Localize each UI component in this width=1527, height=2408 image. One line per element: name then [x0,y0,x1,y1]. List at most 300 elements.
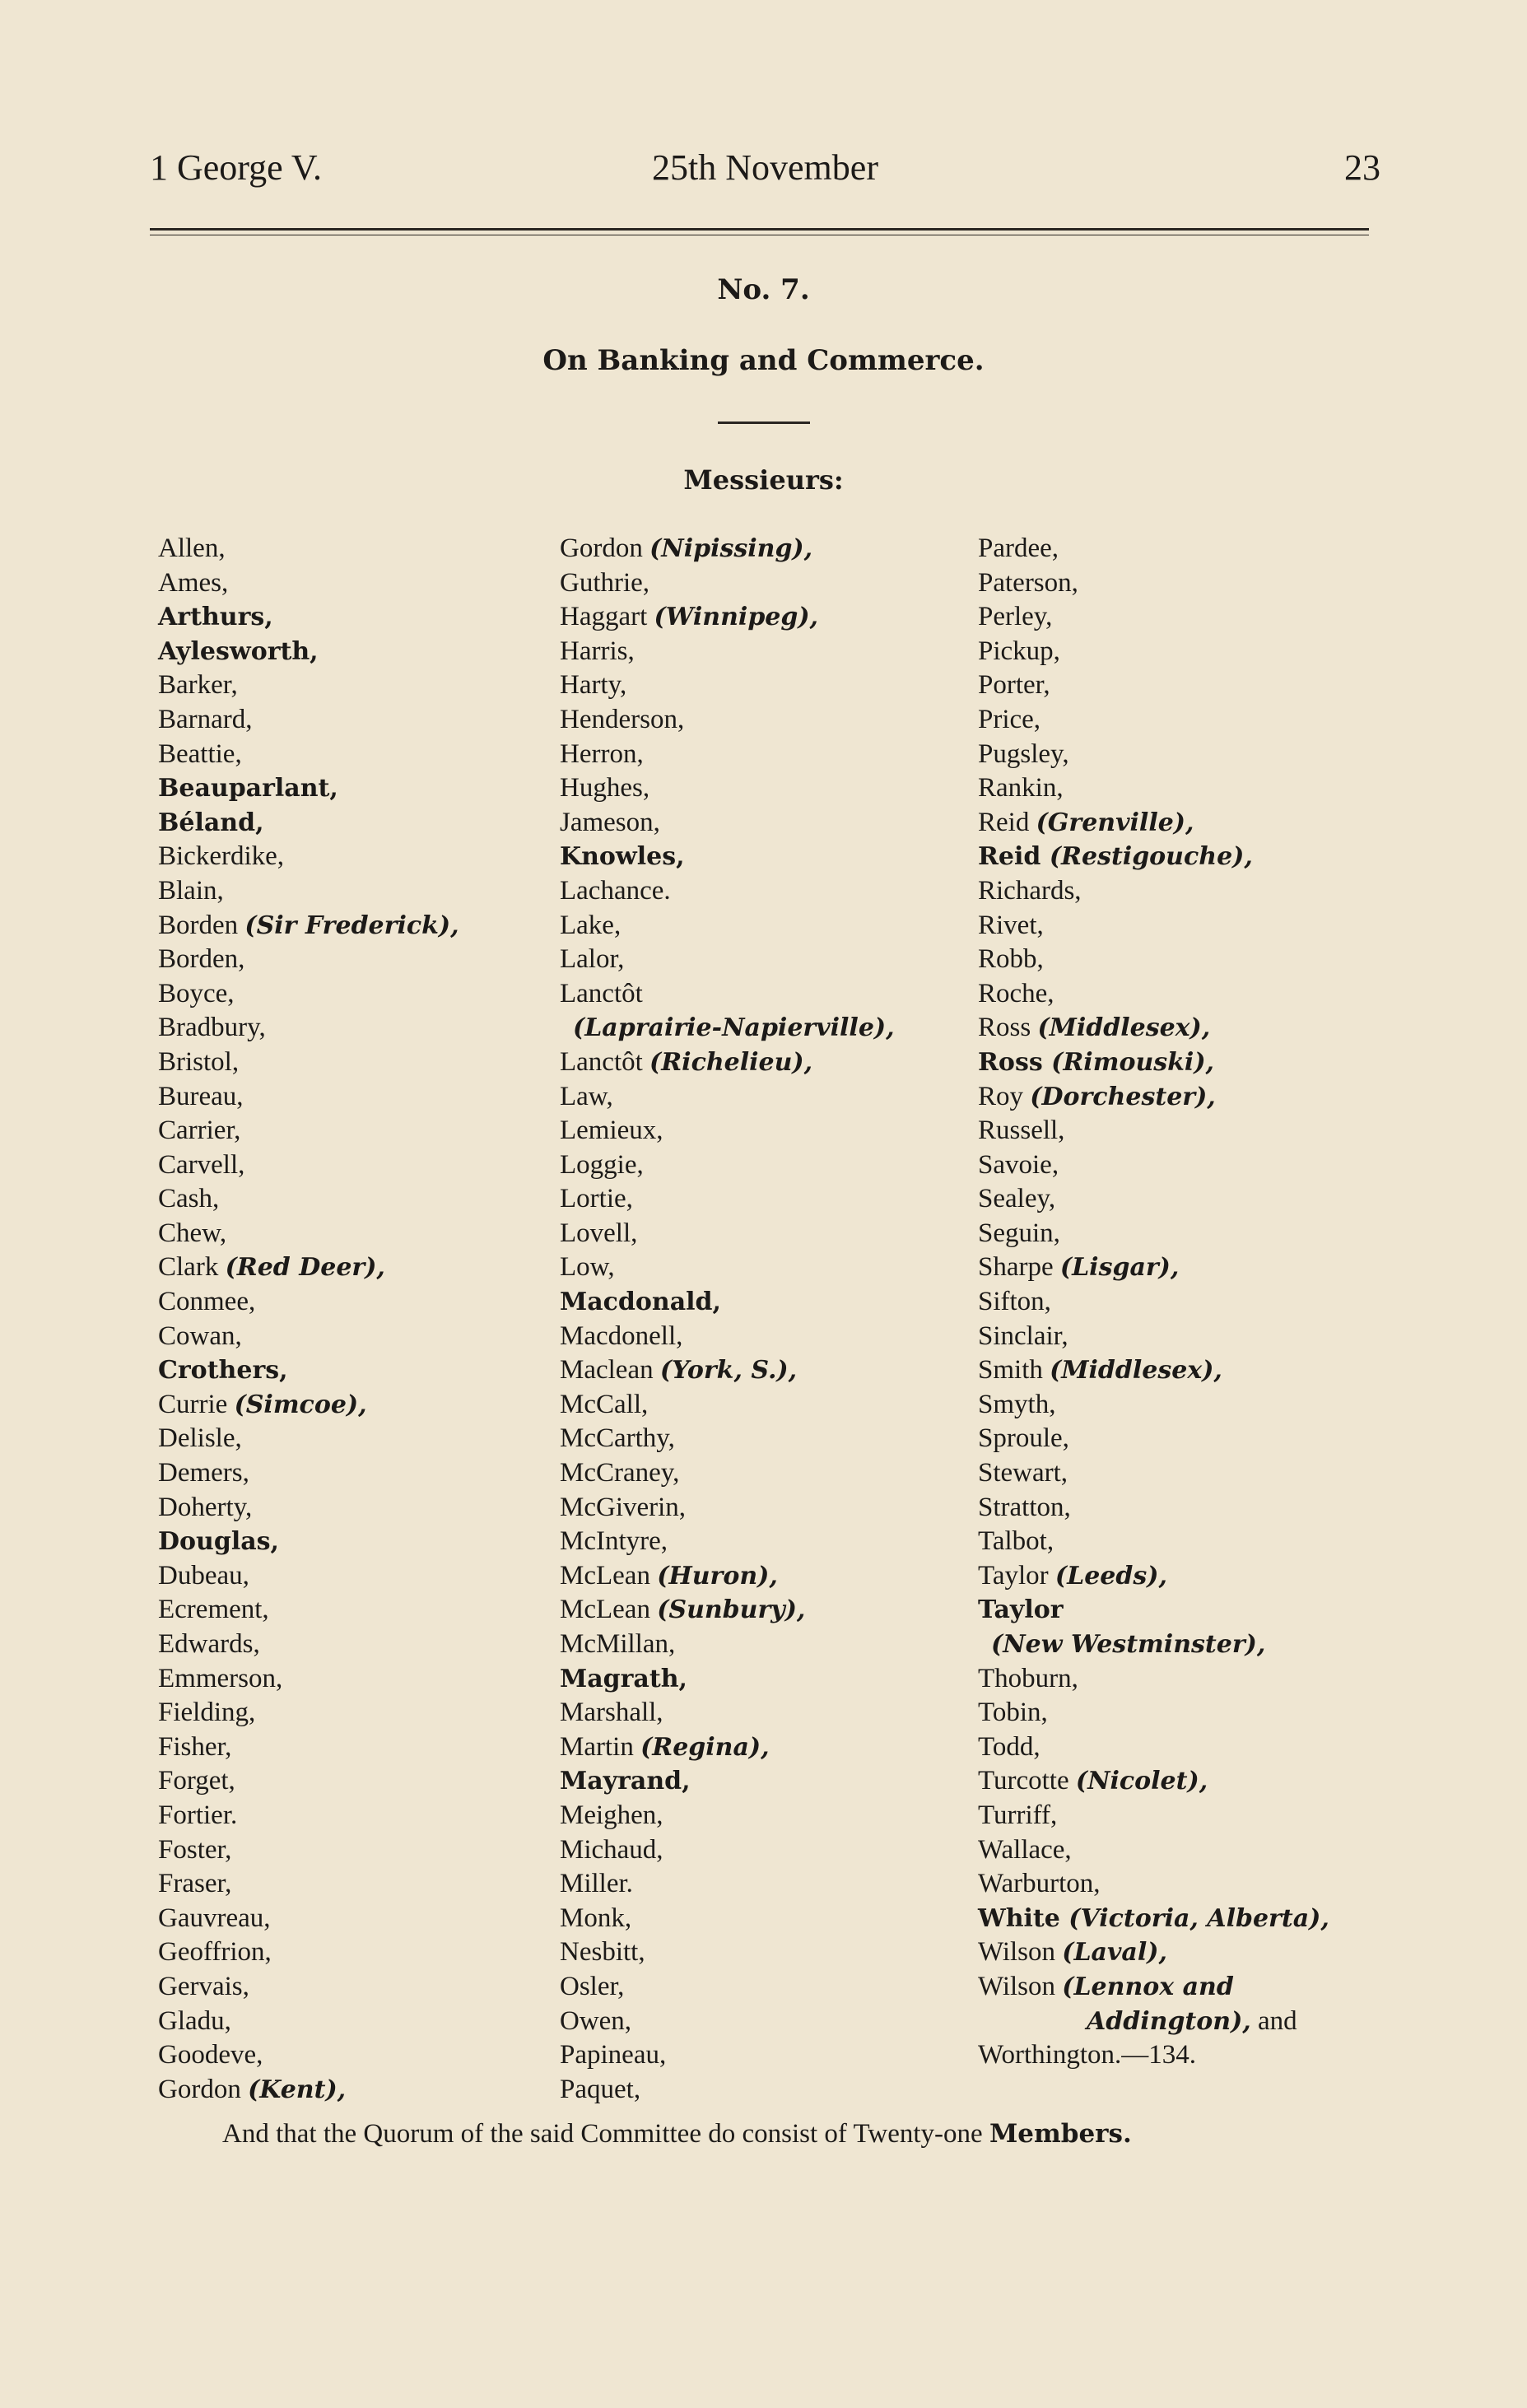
member-name: Sealey, [978,1184,1056,1214]
member-name: Borden, [158,944,245,975]
member-entry [560,1662,895,1697]
member-name: McLean [560,1595,658,1625]
member-name: Talbot, [978,1526,1054,1557]
member-name: Hughes, [560,773,650,803]
member-entry [158,909,459,943]
member-name: Goodeve, [158,2040,263,2070]
member-entry [158,840,459,874]
member-entry [560,1251,895,1285]
member-entry [560,1764,895,1799]
running-head [150,147,1380,189]
member-name: Delisle, [158,1423,242,1454]
member-name: Maclean [560,1355,660,1386]
member-name: Harris, [560,636,635,666]
member-name: McCarthy, [560,1423,675,1454]
member-name: Cash, [158,1184,220,1214]
member-name: Osler, [560,1971,625,2001]
member-entry [158,1217,459,1251]
member-tail: and [1250,2005,1297,2036]
member-name: Paquet, [560,2074,641,2104]
member-entry [560,1114,895,1148]
member-name: Macdonald, [560,1288,721,1317]
member-name: Lanctôt [560,978,643,1008]
member-name: Borden [158,910,245,940]
member-name: Taylor [978,1560,1055,1591]
member-name: Nesbitt, [560,1937,645,1968]
member-name: McCraney, [560,1458,680,1488]
member-name: Allen, [158,533,226,563]
member-entry [978,1970,1329,2005]
member-name: Russell, [978,1116,1065,1146]
session-date: 25th November [652,147,878,188]
member-name: Savoie, [978,1149,1059,1180]
member-name: Aylesworth, [158,636,319,666]
member-entry [158,1833,459,1868]
member-name: McGiverin, [560,1492,687,1522]
member-entry [978,943,1329,977]
member-entry [158,1353,459,1388]
member-entry [560,635,895,669]
member-entry [978,1080,1329,1115]
member-riding: (Victoria, Alberta), [1068,1903,1329,1933]
member-riding: (Huron), [657,1561,778,1591]
member-name: Fortier. [158,1800,238,1830]
member-riding: (Lennox and [1062,1972,1234,2001]
member-name: Barnard, [158,704,253,734]
member-entry [158,2005,459,2039]
member-entry [978,840,1329,874]
members-column-1 [158,532,459,2107]
member-entry [158,1867,459,1902]
quorum-statement [222,2119,1387,2150]
member-entry [978,771,1329,806]
member-entry [560,1422,895,1456]
member-name: Foster, [158,1834,232,1865]
member-entry [978,566,1329,601]
member-entry [158,977,459,1012]
member-entry [158,1935,459,1970]
member-entry [560,1593,895,1628]
member-entry [158,738,459,772]
member-name: Doherty, [158,1492,253,1522]
member-name: Lemieux, [560,1116,663,1146]
member-name: Pugsley, [978,738,1069,769]
member-entry [560,1011,895,1046]
member-name: Douglas, [158,1527,279,1557]
member-name: Price, [978,704,1041,734]
member-riding: (Leeds), [1054,1561,1167,1591]
member-entry [978,977,1329,1012]
member-entry [158,1182,459,1217]
member-entry [560,2005,895,2039]
member-name: Fraser, [158,1869,232,1899]
member-entry [978,1353,1329,1388]
member-entry [560,1833,895,1868]
member-name: McIntyre, [560,1526,668,1557]
member-entry [158,566,459,601]
quorum-members: Members. [989,2119,1132,2149]
member-name: Roy [978,1081,1031,1111]
member-entry [978,1148,1329,1183]
member-entry [158,600,459,635]
member-name: Stratton, [978,1492,1071,1522]
member-entry [978,1730,1329,1765]
member-name: Cowan, [158,1320,242,1351]
member-entry [560,874,895,909]
member-entry [560,771,895,806]
member-entry [560,1388,895,1423]
member-name: McMillan, [560,1629,676,1659]
member-entry [560,738,895,772]
member-riding: (Regina), [640,1732,770,1762]
member-entry [560,1046,895,1080]
member-entry [158,1080,459,1115]
member-entry [560,566,895,601]
member-entry [978,1320,1329,1354]
member-name: Law, [560,1081,613,1111]
member-entry [560,1696,895,1730]
member-name: Meighen, [560,1800,663,1830]
member-riding: (York, S.), [659,1356,798,1386]
member-entry [560,1148,895,1183]
member-entry [158,1799,459,1833]
member-name: Owen, [560,2005,632,2036]
member-entry [158,1628,459,1662]
member-name: Monk, [560,1903,632,1933]
member-name: Martin [560,1731,641,1762]
member-entry [978,1285,1329,1320]
member-name: Roche, [978,978,1054,1008]
member-riding: (Rimouski), [1051,1047,1214,1077]
member-name: Paterson, [978,567,1078,598]
member-entry [978,909,1329,943]
member-entry [158,943,459,977]
member-name: Wilson [978,1937,1063,1968]
member-entry [560,1217,895,1251]
member-name: Loggie, [560,1149,644,1180]
member-name: Demers, [158,1458,249,1488]
member-name: Chew, [158,1218,227,1248]
member-riding: (Nicolet), [1075,1767,1208,1796]
member-name: Lalor, [560,944,625,975]
member-name: Low, [560,1252,615,1283]
member-name: Edwards, [158,1629,260,1659]
member-entry [158,874,459,909]
member-name: Pickup, [978,636,1060,666]
member-name: Wallace, [978,1834,1072,1865]
member-name: Emmerson, [158,1663,283,1693]
member-name: Miller. [560,1869,633,1899]
member-name: Warburton, [978,1869,1101,1899]
member-entry [978,1046,1329,1080]
member-name: Robb, [978,944,1044,975]
member-entry [158,1388,459,1423]
member-entry [560,1970,895,2005]
member-riding: (Middlesex), [1037,1013,1211,1043]
member-entry [560,1080,895,1115]
member-riding: Addington), [1087,2006,1251,2036]
member-name: Herron, [560,738,644,769]
member-entry [158,1422,459,1456]
member-name: Reid [978,807,1036,837]
member-entry [560,1182,895,1217]
member-name: Reid [978,842,1050,872]
member-name: Jameson, [560,807,660,837]
member-entry [978,1251,1329,1285]
member-entry [978,703,1329,738]
member-entry [978,1422,1329,1456]
member-entry [158,1730,459,1765]
member-entry [978,874,1329,909]
member-name: Sinclair, [978,1320,1068,1351]
member-entry [978,1662,1329,1697]
member-entry [978,1011,1329,1046]
member-name: Bradbury, [158,1013,266,1043]
member-riding: (Restigouche), [1049,842,1253,872]
member-entry [560,1353,895,1388]
member-name: Barker, [158,670,238,701]
member-name: Ross [978,1047,1052,1077]
member-name: Papineau, [560,2040,667,2070]
member-name: Clark [158,1252,226,1283]
member-riding: (Sunbury), [657,1595,806,1625]
member-name: Henderson, [560,704,685,734]
member-entry [560,943,895,977]
member-entry [978,1628,1329,1662]
member-entry [560,1456,895,1491]
member-entry [158,1011,459,1046]
member-name: Geoffrion, [158,1937,272,1968]
member-entry [158,1114,459,1148]
member-riding: (Richelieu), [649,1047,813,1077]
member-entry [978,1593,1329,1628]
member-name: Todd, [978,1731,1041,1762]
member-entry [560,1491,895,1525]
member-entry [978,668,1329,703]
member-name: Blain, [158,875,224,906]
member-entry [978,1525,1329,1559]
member-entry [978,1182,1329,1217]
member-entry [978,1388,1329,1423]
member-entry [560,668,895,703]
member-entry [560,703,895,738]
member-entry [978,1799,1329,1833]
member-name: Wilson [978,1971,1063,2001]
member-entry [560,1628,895,1662]
member-riding: (Grenville), [1036,808,1194,837]
member-name: McLean [560,1560,658,1591]
member-entry [978,738,1329,772]
member-name: Ross [978,1013,1038,1043]
member-name: Ecrement, [158,1595,269,1625]
member-riding: (Sir Frederick), [244,911,459,940]
member-riding: (Kent), [248,2075,347,2104]
title-rule [718,422,810,424]
member-entry [158,1148,459,1183]
member-name: Beattie, [158,738,242,769]
member-name: Magrath, [560,1664,687,1693]
member-entry [978,1491,1329,1525]
member-entry [560,840,895,874]
member-name: Sharpe [978,1252,1060,1283]
member-riding: (Lisgar), [1059,1253,1180,1283]
member-name: Forget, [158,1766,235,1796]
member-entry [978,1114,1329,1148]
member-entry [978,1696,1329,1730]
member-name: Thoburn, [978,1663,1078,1693]
member-name: Dubeau, [158,1560,249,1591]
member-riding: (Laprairie-Napierville), [573,1013,895,1043]
members-column-2 [560,532,895,2107]
member-entry [978,600,1329,635]
member-entry [158,1285,459,1320]
member-name: White [978,1903,1069,1933]
member-entry [158,532,459,566]
member-entry [560,1285,895,1320]
member-entry [158,2038,459,2073]
quorum-text: And that the Quorum of the said Committee do consist of Twenty-one [222,2119,989,2149]
member-entry [560,1320,895,1354]
committee-number: No. 7. [717,273,810,306]
member-name: Bristol, [158,1046,240,1077]
member-entry [158,1593,459,1628]
member-entry [560,532,895,566]
member-name: Porter, [978,670,1050,701]
member-name: Lovell, [560,1218,638,1248]
member-entry [560,1559,895,1594]
member-entry [158,668,459,703]
member-name: Knowles, [560,842,685,872]
member-name: Seguin, [978,1218,1060,1248]
header-rule [150,228,1369,235]
member-name: Harty, [560,670,627,701]
member-name: Smith [978,1355,1050,1386]
member-entry [158,1046,459,1080]
member-entry [560,1935,895,1970]
member-entry [158,1251,459,1285]
member-riding: (Simcoe), [234,1390,367,1419]
member-entry [158,806,459,841]
member-name: Rivet, [978,910,1044,940]
member-name: Conmee, [158,1287,256,1317]
member-name: Stewart, [978,1458,1068,1488]
member-entry [978,532,1329,566]
member-name: Lachance. [560,875,671,906]
member-entry [978,2038,1329,2073]
member-name: Turriff, [978,1800,1058,1830]
member-name: Beauparlant, [158,774,338,803]
member-entry [158,1970,459,2005]
member-name: Bureau, [158,1081,244,1111]
member-riding: (Middlesex), [1050,1356,1222,1386]
member-name: Gordon [560,533,650,563]
regnal-year: 1 George V. [150,147,322,188]
member-entry [560,977,895,1012]
member-name: Carvell, [158,1149,245,1180]
member-entry [158,1491,459,1525]
committee-title: On Banking and Commerce. [542,344,985,377]
member-entry [978,1456,1329,1491]
member-entry [978,806,1329,841]
member-name: Pardee, [978,533,1059,563]
member-name: Carrier, [158,1116,241,1146]
member-name: Mayrand, [560,1767,691,1796]
member-name: Haggart [560,602,654,632]
member-entry [158,2073,459,2108]
member-name: Macdonell, [560,1320,683,1351]
member-entry [560,2073,895,2108]
member-entry [560,600,895,635]
members-column-3 [978,532,1329,2073]
member-entry [158,771,459,806]
member-entry [158,1764,459,1799]
member-entry [978,1764,1329,1799]
member-name: Béland, [158,808,264,837]
member-name: Tobin, [978,1698,1048,1728]
member-name: Sproule, [978,1423,1069,1454]
member-entry [158,1662,459,1697]
member-entry [978,1935,1329,1970]
member-name: Ames, [158,567,229,598]
member-name: McCall, [560,1389,649,1419]
member-name: Arthurs, [158,603,273,632]
member-name: Lake, [560,910,622,940]
member-name: Fielding, [158,1698,256,1728]
member-name: Michaud, [560,1834,663,1865]
member-name: Gordon [158,2074,249,2104]
member-entry [560,1525,895,1559]
page-number: 23 [1344,147,1380,188]
member-entry [158,1902,459,1936]
member-name: Currie [158,1389,235,1419]
member-name: Bickerdike, [158,841,285,872]
member-entry [158,635,459,669]
member-name: Smyth, [978,1389,1056,1419]
member-name: Fisher, [158,1731,232,1762]
member-name: Gauvreau, [158,1903,271,1933]
member-entry [978,2005,1329,2039]
member-name: Lanctôt [560,1046,650,1077]
member-entry [560,806,895,841]
member-name: Marshall, [560,1698,663,1728]
member-name: Crothers, [158,1356,288,1386]
member-name: Boyce, [158,978,235,1008]
member-riding: (New Westminster), [991,1630,1266,1659]
member-entry [978,635,1329,669]
member-name: Richards, [978,875,1082,906]
member-entry [978,1902,1329,1936]
member-riding: (Red Deer), [225,1253,385,1283]
member-entry [560,1902,895,1936]
member-name: Gladu, [158,2005,231,2036]
member-name: Sifton, [978,1287,1051,1317]
member-entry [158,1559,459,1594]
member-entry [158,1525,459,1559]
salutation: Messieurs: [683,464,844,496]
member-entry [560,909,895,943]
member-entry [978,1867,1329,1902]
member-riding: (Nipissing), [649,534,813,563]
member-entry [978,1559,1329,1594]
member-riding: (Laval), [1062,1938,1167,1968]
member-entry [158,1320,459,1354]
member-entry [560,1730,895,1765]
member-riding: (Dorchester), [1030,1082,1216,1111]
member-name: Worthington.—134. [978,2040,1196,2070]
member-entry [560,2038,895,2073]
member-name: Taylor [978,1595,1064,1625]
member-entry [560,1799,895,1833]
